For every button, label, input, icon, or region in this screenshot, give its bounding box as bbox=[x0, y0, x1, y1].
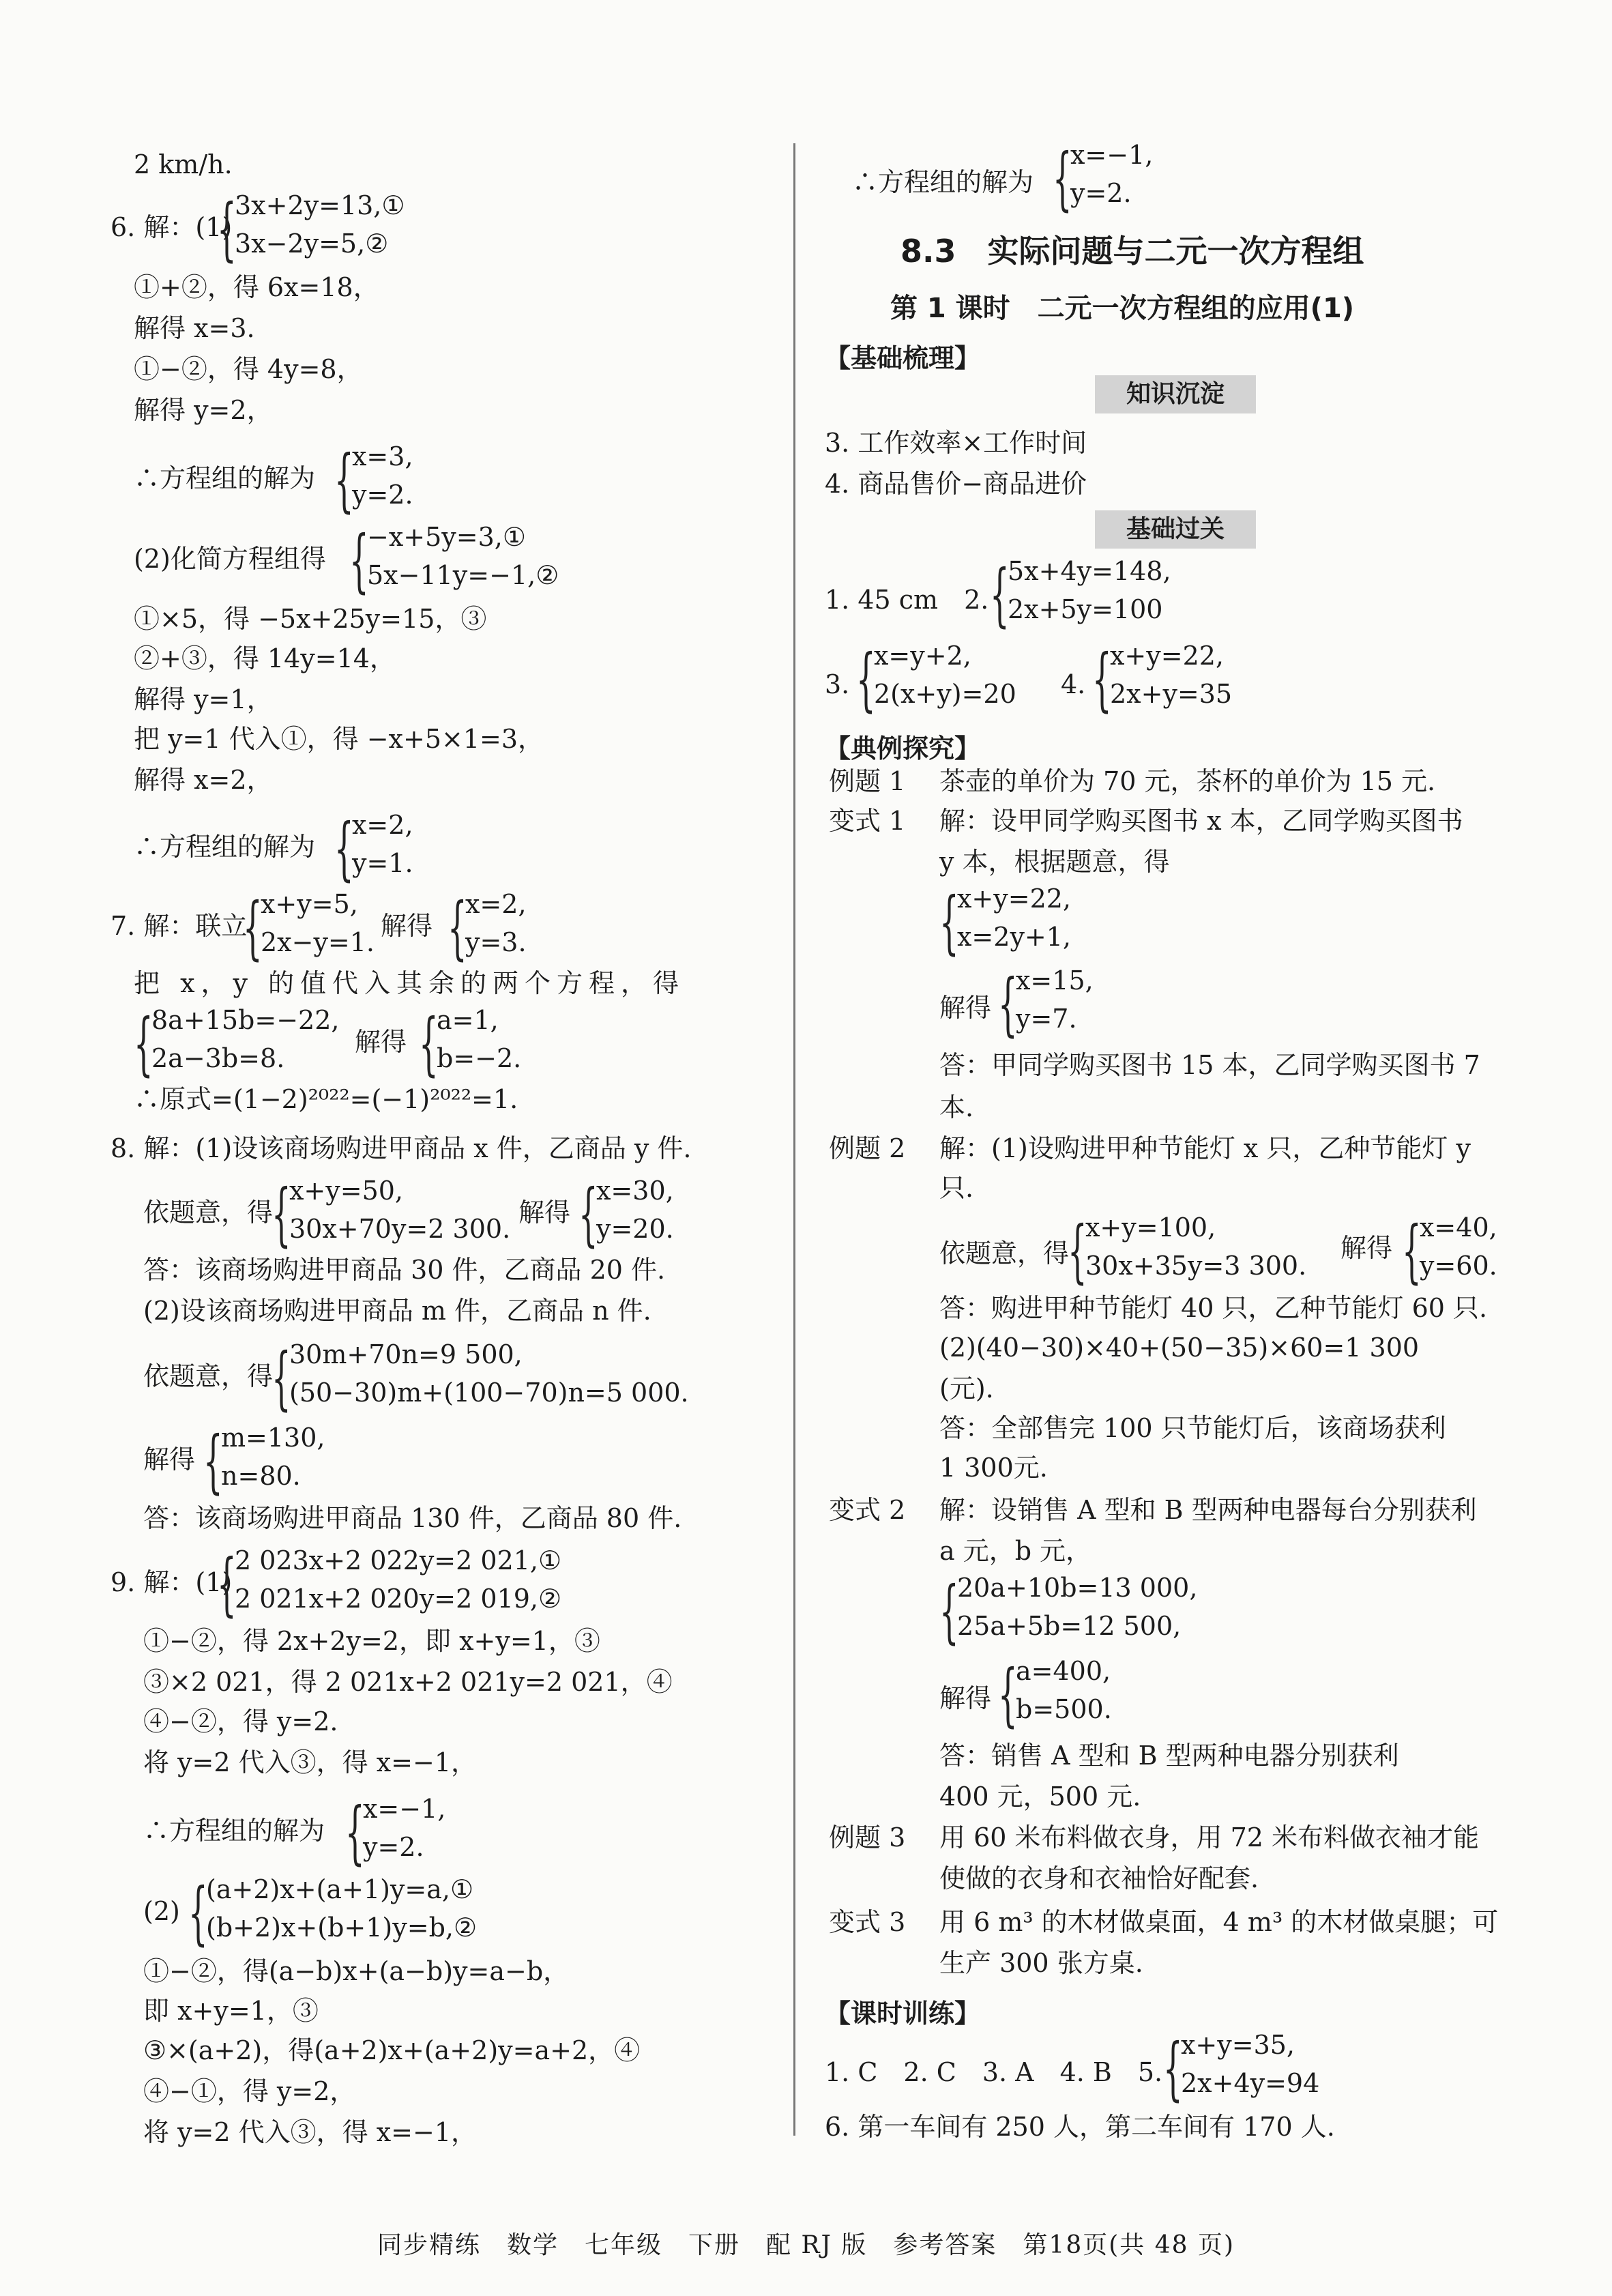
brace-icon: { bbox=[578, 1174, 598, 1254]
variant-label: 变式 3 bbox=[829, 1907, 906, 1937]
text-line: 将 y=2 代入③，得 x=−1， bbox=[143, 1747, 478, 1777]
left-column bbox=[0, 0, 791, 2296]
brace-icon: { bbox=[272, 1174, 291, 1254]
category-tag: 知识沉淀 bbox=[1095, 375, 1256, 413]
text-line: ①+②，得 6x=18， bbox=[134, 272, 379, 302]
brace-icon: { bbox=[188, 1873, 208, 1953]
text-line: y 本，根据题意，得 bbox=[939, 847, 1170, 877]
brace-icon: { bbox=[217, 189, 237, 269]
right-column bbox=[795, 0, 1612, 2296]
brace-icon: { bbox=[272, 1338, 291, 1418]
equation: 2a−3b=8. bbox=[151, 1043, 285, 1073]
text-line: 4. 商品售价−商品进价 bbox=[825, 469, 1087, 499]
solution-label: ∴方程组的解为 bbox=[852, 167, 1034, 197]
equation: m=130, bbox=[221, 1423, 325, 1453]
text-line: ④−②，得 y=2. bbox=[143, 1706, 338, 1736]
brace-icon: { bbox=[939, 882, 959, 962]
example-label: 例题 1 bbox=[829, 766, 906, 796]
brace-icon: { bbox=[334, 440, 354, 520]
equation: 2x−y=1. bbox=[261, 927, 375, 957]
text-line: 依题意，得 bbox=[939, 1238, 1070, 1268]
text-line: 解得 bbox=[143, 1444, 196, 1474]
text-line: ①−②，得 4y=8， bbox=[134, 354, 363, 384]
equation: 20a+10b=13 000, bbox=[957, 1573, 1198, 1603]
answer-line: 本. bbox=[939, 1092, 974, 1122]
brace-icon: { bbox=[345, 1792, 365, 1872]
text-line: (2)设该商场购进甲商品 m 件，乙商品 n 件. bbox=[143, 1296, 651, 1326]
text-line: (2)(40−30)×40+(50−35)×60=1 300 bbox=[939, 1333, 1420, 1363]
text-line: 解得 bbox=[1340, 1233, 1393, 1263]
answer-line: 答：该商场购进甲商品 30 件，乙商品 20 件. bbox=[143, 1255, 666, 1285]
text-line: 将 y=2 代入③，得 x=−1， bbox=[143, 2117, 478, 2147]
brace-icon: { bbox=[1092, 639, 1112, 719]
text-line: 3. bbox=[825, 669, 850, 699]
equation: 2x+y=35 bbox=[1110, 679, 1233, 709]
example-label: 例题 3 bbox=[829, 1822, 906, 1852]
equation: x=2, bbox=[465, 889, 527, 919]
section-heading: 【基础梳理】 bbox=[825, 343, 981, 373]
text-line: 把 y=1 代入①，得 −x+5×1=3， bbox=[134, 724, 544, 754]
equation: 2x+5y=100 bbox=[1008, 594, 1163, 624]
brace-icon: { bbox=[1053, 139, 1072, 218]
equation: x=3, bbox=[352, 441, 413, 471]
equation: x+y=50, bbox=[289, 1176, 404, 1206]
answer-line: 400 元，500 元. bbox=[939, 1782, 1141, 1812]
equation: a=400, bbox=[1016, 1656, 1111, 1686]
question-9-label: 9. 解：(1) bbox=[111, 1567, 233, 1597]
equation: y=20. bbox=[596, 1214, 674, 1244]
brace-icon: { bbox=[998, 964, 1018, 1044]
equation: b=−2. bbox=[437, 1043, 522, 1073]
brace-icon: { bbox=[203, 1421, 223, 1501]
question-7-label: 7. 解：联立 bbox=[111, 911, 248, 941]
text-line: 依题意，得 bbox=[143, 1197, 274, 1227]
text-line: 即 x+y=1，③ bbox=[143, 1996, 319, 2026]
equation: x=2, bbox=[352, 810, 413, 840]
text-line: 茶壶的单价为 70 元，茶杯的单价为 15 元. bbox=[939, 766, 1436, 796]
equation: (b+2)x+(b+1)y=b,② bbox=[206, 1913, 478, 1943]
text-line: a 元，b 元， bbox=[939, 1536, 1092, 1566]
equation: 8a+15b=−22, bbox=[151, 1005, 340, 1035]
text-line: 3. 工作效率×工作时间 bbox=[825, 428, 1087, 458]
equation: x=15, bbox=[1016, 965, 1094, 996]
text-line: 解得 y=2， bbox=[134, 395, 273, 425]
answer-line: 答：销售 A 型和 B 型两种电器分别获利 bbox=[939, 1741, 1399, 1771]
answer-line: 答：全部售完 100 只节能灯后，该商场获利 bbox=[939, 1413, 1446, 1443]
text-line: (2)化简方程组得 bbox=[134, 544, 326, 574]
brace-icon: { bbox=[448, 888, 467, 968]
variant-label: 变式 1 bbox=[829, 806, 906, 836]
equation: y=2. bbox=[352, 480, 413, 510]
text-line: 用 6 m³ 的木材做桌面，4 m³ 的木材做桌腿；可 bbox=[939, 1907, 1499, 1937]
text-line: 依题意，得 bbox=[143, 1361, 274, 1391]
text-line: 把 x，y 的值代入其余的两个方程，得 bbox=[134, 968, 686, 998]
text-line: ①−②，得 2x+2y=2，即 x+y=1，③ bbox=[143, 1626, 600, 1656]
equation: y=1. bbox=[352, 848, 413, 878]
equation: x=40, bbox=[1420, 1212, 1497, 1243]
equation: y=2. bbox=[1070, 178, 1132, 208]
equation: y=3. bbox=[465, 927, 527, 957]
solution-label: ∴方程组的解为 bbox=[143, 1816, 325, 1846]
equation: x=−1, bbox=[1070, 140, 1154, 170]
question-8-label: 8. 解：(1)设该商场购进甲商品 x 件，乙商品 y 件. bbox=[111, 1133, 692, 1163]
text-line: 解得 bbox=[518, 1197, 571, 1227]
text-line: 1. 45 cm 2. bbox=[825, 585, 989, 615]
equation: 2 021x+2 020y=2 019,② bbox=[235, 1584, 562, 1614]
text-line: ③×(a+2)，得(a+2)x+(a+2)y=a+2，④ bbox=[143, 2035, 641, 2065]
text-line: 解：(1)设购进甲种节能灯 x 只，乙种节能灯 y bbox=[939, 1133, 1471, 1163]
solution-label: ∴方程组的解为 bbox=[134, 832, 316, 862]
text-line: 解得 bbox=[381, 911, 433, 941]
equation: −x+5y=3,① bbox=[367, 522, 526, 552]
brace-icon: { bbox=[334, 809, 354, 888]
brace-icon: { bbox=[998, 1655, 1018, 1734]
lesson-subtitle: 第 1 课时 二元一次方程组的应用(1) bbox=[890, 293, 1355, 324]
brace-icon: { bbox=[1068, 1211, 1087, 1291]
equation: 30x+35y=3 300. bbox=[1085, 1251, 1307, 1281]
answer-line: 答：甲同学购买图书 15 本，乙同学购买图书 7 bbox=[939, 1050, 1480, 1080]
variant-label: 变式 2 bbox=[829, 1495, 906, 1525]
brace-icon: { bbox=[990, 555, 1010, 635]
equation: y=7. bbox=[1016, 1004, 1077, 1034]
section-title: 8.3 实际问题与二元一次方程组 bbox=[900, 233, 1364, 270]
equation: n=80. bbox=[221, 1461, 301, 1491]
text-line: (元). bbox=[939, 1374, 994, 1404]
equation: (a+2)x+(a+1)y=a,① bbox=[206, 1874, 474, 1904]
answer-line: 答：购进甲种节能灯 40 只，乙种节能灯 60 只. bbox=[939, 1293, 1488, 1323]
text-line: 4. bbox=[1061, 669, 1086, 699]
text-line: 6. 第一车间有 250 人，第二车间有 170 人. bbox=[825, 2112, 1335, 2142]
brace-icon: { bbox=[243, 888, 263, 968]
equation: 2(x+y)=20 bbox=[874, 679, 1016, 709]
brace-icon: { bbox=[419, 1004, 439, 1084]
text-line: ∴原式=(1−2)²⁰²²=(−1)²⁰²²=1. bbox=[134, 1084, 518, 1114]
equation: y=2. bbox=[363, 1832, 424, 1862]
brace-icon: { bbox=[939, 1571, 959, 1651]
equation: x=y+2, bbox=[874, 641, 971, 671]
question-6-label: 6. 解：(1) bbox=[111, 212, 233, 242]
brace-icon: { bbox=[1163, 2029, 1183, 2108]
equation: 2 023x+2 022y=2 021,① bbox=[235, 1545, 562, 1575]
brace-icon: { bbox=[1402, 1211, 1422, 1291]
category-tag: 基础过关 bbox=[1095, 510, 1256, 549]
equation: x=30, bbox=[596, 1176, 674, 1206]
equation: 5x+4y=148, bbox=[1008, 556, 1171, 586]
example-label: 例题 2 bbox=[829, 1133, 906, 1163]
equation: 3x+2y=13,① bbox=[235, 190, 405, 220]
brace-icon: { bbox=[134, 1004, 153, 1084]
equation: 30x+70y=2 300. bbox=[289, 1214, 511, 1244]
equation: y=60. bbox=[1420, 1251, 1497, 1281]
text-line: 解：设甲同学购买图书 x 本，乙同学购买图书 bbox=[939, 806, 1463, 836]
text-line: 解得 bbox=[939, 1683, 992, 1713]
equation: (50−30)m+(100−70)n=5 000. bbox=[289, 1378, 689, 1408]
text-line: ③×2 021，得 2 021x+2 021y=2 021，④ bbox=[143, 1667, 673, 1697]
equation: x=2y+1, bbox=[957, 922, 1072, 952]
answer-line: 1 300元. bbox=[939, 1453, 1048, 1483]
text-line: 解得 bbox=[355, 1027, 407, 1057]
equation: 3x−2y=5,② bbox=[235, 229, 389, 259]
equation: 25a+5b=12 500, bbox=[957, 1611, 1182, 1641]
text-line: 使做的衣身和衣袖恰好配套. bbox=[939, 1863, 1259, 1893]
text-line: 解得 y=1， bbox=[134, 684, 273, 714]
text-line: ②+③，得 14y=14， bbox=[134, 643, 396, 673]
equation: x=−1, bbox=[363, 1794, 446, 1824]
brace-icon: { bbox=[349, 521, 369, 600]
text-line: (2) bbox=[143, 1896, 180, 1926]
section-heading: 【课时训练】 bbox=[825, 1999, 981, 2029]
text-line: 解得 x=2， bbox=[134, 765, 273, 795]
text-line: 1. C 2. C 3. A 4. B 5. bbox=[825, 2057, 1163, 2087]
brace-icon: { bbox=[217, 1544, 237, 1624]
text-line: 用 60 米布料做衣身，用 72 米布料做衣袖才能 bbox=[939, 1822, 1480, 1852]
text-line: 生产 300 张方桌. bbox=[939, 1948, 1143, 1978]
equation: x+y=35, bbox=[1181, 2030, 1295, 2060]
brace-icon: { bbox=[856, 639, 876, 719]
equation: 5x−11y=−1,② bbox=[367, 560, 559, 590]
equation: x+y=100, bbox=[1085, 1212, 1216, 1243]
text-line: 解得 bbox=[939, 993, 992, 1023]
equation: 30m+70n=9 500, bbox=[289, 1339, 523, 1369]
equation: b=500. bbox=[1016, 1694, 1112, 1724]
text-line: ①−②，得(a−b)x+(a−b)y=a−b， bbox=[143, 1956, 570, 1986]
equation: x+y=5, bbox=[261, 889, 358, 919]
text-line: 只. bbox=[939, 1173, 974, 1203]
text-line: 2 km/h. bbox=[134, 149, 233, 179]
equation: x+y=22, bbox=[1110, 641, 1225, 671]
equation: a=1, bbox=[437, 1005, 499, 1035]
section-heading: 【典例探究】 bbox=[825, 733, 981, 764]
solution-label: ∴方程组的解为 bbox=[134, 463, 316, 493]
text-line: 解：设销售 A 型和 B 型两种电器每台分别获利 bbox=[939, 1495, 1477, 1525]
equation: x+y=22, bbox=[957, 884, 1072, 914]
page-footer: 同步精练 数学 七年级 下册 配 RJ 版 参考答案 第18页(共 48 页) bbox=[377, 2231, 1235, 2259]
text-line: ④−①，得 y=2， bbox=[143, 2076, 356, 2106]
text-line: 解得 x=3. bbox=[134, 313, 255, 343]
text-line: ①×5，得 −5x+25y=15，③ bbox=[134, 604, 487, 634]
answer-line: 答：该商场购进甲商品 130 件，乙商品 80 件. bbox=[143, 1503, 682, 1533]
equation: 2x+4y=94 bbox=[1181, 2068, 1320, 2098]
